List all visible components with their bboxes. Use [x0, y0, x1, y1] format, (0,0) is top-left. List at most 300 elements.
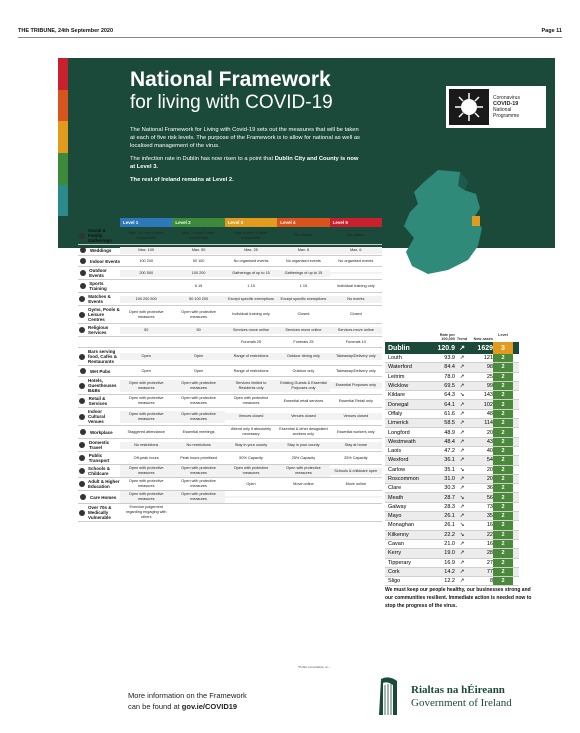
- ireland-map-icon: [398, 168, 498, 278]
- category-icon: [78, 454, 87, 462]
- intro-paragraph-3: The rest of Ireland remains at Level 2.: [130, 177, 234, 183]
- table-cell-county: Longford: [388, 429, 410, 436]
- intro-paragraph-2: The infection rate in Dublin has now risen to a point that Dublin City and County is now at Level 3.: [130, 156, 359, 170]
- grid-cell: Max. 100: [120, 247, 172, 254]
- covid-programme-badge: [446, 86, 546, 128]
- table-row: [385, 438, 519, 447]
- level-headers: [120, 218, 382, 227]
- table-cell-cases: 22: [486, 531, 493, 538]
- grid-cell: Services move online: [277, 327, 329, 334]
- grid-cell: Open: [172, 353, 224, 360]
- category-icon: [78, 509, 86, 517]
- table-cell-cases: 114: [484, 420, 493, 427]
- level-header-5: Level 5: [330, 218, 382, 227]
- table-row: [385, 373, 519, 382]
- grid-cell: Services move online: [225, 327, 277, 334]
- table-cell-trend: ↗: [459, 420, 465, 427]
- table-cell-trend: ↗: [459, 401, 465, 408]
- table-cell-county: Kildare: [388, 392, 406, 399]
- grid-cell: Funerals 25: [240, 339, 262, 344]
- category-icon: [78, 367, 88, 375]
- grid-cell: Exercise judgement regarding engaging with others: [125, 505, 167, 519]
- table-cell-county: Westmeath: [388, 438, 416, 445]
- table-cell-level: 2: [493, 447, 513, 455]
- table-cell-trend: ↘: [459, 531, 465, 538]
- grid-cell: Peak hours prioritised: [180, 455, 217, 460]
- table-cell-county: Donegal: [388, 401, 409, 408]
- grid-cell: [172, 341, 224, 343]
- grid-cell: 50 100 200: [172, 296, 224, 303]
- table-cell-rate: 26.1: [444, 522, 455, 529]
- grid-cell: Open with protective measures: [120, 491, 172, 503]
- level-header-1: Level 1: [120, 218, 172, 227]
- grid-cell: Max. 6: [277, 247, 329, 254]
- grid-row: [78, 256, 382, 267]
- category-icon: [78, 246, 88, 254]
- grid-cell: No organised events: [286, 258, 321, 263]
- grid-cell: Max. 25: [225, 247, 277, 254]
- table-cell-trend: ↗: [459, 541, 465, 548]
- table-cell-county: Mayo: [388, 513, 402, 520]
- grid-row: [78, 293, 382, 306]
- grid-cell: Max. 10 from 3 other households: [128, 230, 164, 240]
- grid-cell: Essential retail services: [283, 398, 324, 403]
- table-cell-county: Monaghan: [388, 522, 414, 529]
- grid-cell: Essential & other designated workers only: [279, 427, 328, 436]
- grid-cell: Venues closed: [277, 413, 329, 420]
- grid-cell: 1 15: [247, 283, 255, 288]
- table-row: [385, 484, 519, 493]
- gov-name-irish: Rialtas na hÉireann: [411, 684, 505, 696]
- grid-cell: Attend only if absolutely necessary: [230, 427, 272, 436]
- grid-row: [78, 478, 382, 491]
- table-cell-level: 2: [493, 419, 513, 427]
- grid-cell: Range of restrictions: [225, 353, 277, 360]
- virus-icon: [449, 89, 489, 125]
- table-cell-rate: 28.7: [444, 494, 455, 501]
- grid-cell: [225, 496, 277, 498]
- table-header: Rate per 100,000 Trend New cases Level: [439, 332, 508, 341]
- grid-cell: No organised events: [233, 258, 269, 263]
- table-cell-cases: 16: [486, 541, 493, 548]
- table-cell-rate: 19.0: [444, 550, 455, 557]
- grid-row-label: [78, 337, 120, 347]
- grid-cell: [172, 512, 224, 514]
- table-cell-rate: 93.9: [444, 355, 455, 362]
- grid-cell: Open: [193, 368, 204, 373]
- grid-row: [78, 366, 382, 377]
- table-cell-county: Roscommon: [388, 476, 419, 482]
- grid-cell: No restrictions: [172, 442, 224, 449]
- government-logo: [375, 675, 512, 719]
- grid-cell: Takeaway/Delivery only: [335, 368, 376, 373]
- table-cell-rate: 31.0: [444, 476, 455, 482]
- table-cell-rate: 14.2: [444, 568, 455, 575]
- table-cell-trend: ↗: [459, 568, 465, 575]
- grid-row: [78, 245, 382, 256]
- intro-text: [130, 126, 362, 189]
- grid-cell: Except specific exemptions: [277, 296, 329, 303]
- grid-row: [78, 306, 382, 324]
- advertisement: [58, 58, 555, 713]
- table-row: [385, 559, 519, 568]
- grid-row: [78, 280, 382, 293]
- table-cell-county: Leitrim: [388, 373, 405, 380]
- category-icon: [78, 326, 86, 334]
- grid-row-label: Hotels, Guesthouses B&Bs: [78, 377, 120, 394]
- grid-cell: Open with protective measures: [181, 479, 216, 488]
- category-icon: [78, 493, 88, 501]
- grid-cell: Open with protective measures: [172, 465, 224, 477]
- table-cell-level: 2: [493, 400, 513, 408]
- table-cell-level: 2: [493, 391, 513, 399]
- grid-cell: Existing Guests & Essential Purposes only: [277, 380, 329, 392]
- grid-cell: 25% Capacity: [291, 455, 316, 460]
- table-cell-cases: 98: [486, 364, 493, 371]
- table-row-dublin: Dublin 120.9 ↗ 1629 3: [385, 342, 519, 354]
- grid-row-label: Bars serving food, Cafés & Restaurants: [78, 348, 120, 365]
- table-cell-trend: ↗: [459, 476, 465, 482]
- category-icon: [78, 353, 86, 361]
- table-cell-county: Carlow: [388, 466, 406, 473]
- grid-row-label: Sports Training: [78, 280, 120, 292]
- grid-row: [78, 324, 382, 337]
- footnote: *Public consultation on...: [298, 665, 331, 669]
- grid-cell: Stay at home: [330, 442, 382, 449]
- table-cell-rate: 69.5: [444, 383, 455, 390]
- table-cell-county: Clare: [388, 485, 402, 492]
- table-cell-level: 2: [493, 540, 513, 548]
- grid-cell: Open with protective measures: [181, 309, 216, 319]
- grid-row-label: Adult & Higher Education: [78, 478, 120, 490]
- grid-row: [78, 267, 382, 280]
- table-cell-trend: ↘: [459, 466, 465, 473]
- county-rates-table: [385, 328, 519, 586]
- table-cell-trend: ↘: [459, 392, 465, 399]
- grid-row: [78, 227, 382, 245]
- grid-row: [78, 337, 382, 348]
- grid-cell: Stay in your county: [225, 442, 277, 449]
- grid-row-label: Domestic Travel: [78, 439, 120, 451]
- grid-cell: Range of restrictions: [233, 368, 269, 373]
- table-cell-cases: 77: [486, 568, 493, 575]
- table-row: [385, 531, 519, 540]
- table-cell-county: Meath: [388, 494, 404, 501]
- table-cell-level: 2: [493, 512, 513, 520]
- grid-cell: [330, 512, 382, 514]
- category-icon: [78, 397, 87, 405]
- grid-row-label: Outdoor Events: [78, 267, 120, 279]
- table-cell-level: 2: [493, 428, 513, 436]
- grid-cell: Services move online: [330, 327, 382, 334]
- message-text: We must keep our people healthy, our businesses strong and our communities resilient. Immediate action is needed now to stop the progress of the virus.: [385, 587, 532, 609]
- grid-cell: [277, 496, 329, 498]
- grid-cell: Open with protective measures: [128, 479, 164, 488]
- table-cell-county: Cavan: [388, 541, 404, 548]
- grid-cell: No restrictions: [120, 442, 172, 449]
- grid-cell: Move online: [293, 481, 314, 486]
- grid-cell: 50: [172, 327, 224, 334]
- grid-row: [78, 465, 382, 478]
- table-cell-county: Tipperary: [388, 559, 412, 566]
- table-cell-cases: 20: [486, 429, 493, 436]
- level-color-stripes: [58, 58, 68, 248]
- table-row: [385, 521, 519, 530]
- grid-cell: Essential meetings: [182, 429, 215, 434]
- table-row: [385, 382, 519, 391]
- category-icon: [78, 295, 86, 303]
- table-cell-cases: 16: [486, 522, 493, 529]
- restrictions-grid: [78, 218, 382, 522]
- table-cell-cases: 143: [483, 392, 493, 399]
- grid-cell: 25% Capacity: [344, 455, 368, 460]
- grid-cell: Schools & childcare open: [330, 468, 382, 475]
- grid-cell: [120, 341, 172, 343]
- table-cell-level: 2: [493, 456, 513, 464]
- grid-row: [78, 395, 382, 408]
- grid-cell: Open with protective measures: [277, 465, 329, 477]
- table-cell-rate: 21.0: [444, 541, 455, 548]
- stripe-3: [58, 153, 68, 185]
- table-cell-cases: 8: [489, 578, 493, 585]
- table-cell-cases: 25: [486, 373, 493, 380]
- grid-cell: Funerals 25: [293, 339, 314, 344]
- harp-icon: [375, 675, 403, 719]
- grid-cell: [330, 272, 382, 274]
- category-icon: [78, 382, 86, 390]
- table-cell-cases: 56: [486, 494, 493, 501]
- grid-cell: Open with protective measures: [233, 396, 269, 405]
- table-cell-rate: 61.6: [444, 410, 455, 417]
- grid-cell: 6 15: [194, 283, 203, 288]
- grid-cell: Open with protective measures: [120, 380, 172, 392]
- table-cell-trend: ↗: [459, 457, 465, 464]
- grid-cell: Open with protective measures: [172, 380, 224, 392]
- grid-cell: [277, 512, 329, 514]
- grid-cell: Gatherings of up to 15: [277, 270, 329, 277]
- grid-row-label: Schools & Childcare: [78, 465, 120, 477]
- grid-cell: Outdoor only: [292, 368, 315, 373]
- table-cell-cases: 102: [483, 401, 493, 408]
- grid-cell: Takeaway/Delivery only: [330, 353, 382, 360]
- table-cell-level: 2: [493, 438, 513, 446]
- grid-cell: Open with protective measures: [128, 396, 164, 405]
- grid-cell: 50: [120, 327, 172, 334]
- table-cell-rate: 48.4: [444, 438, 455, 445]
- table-cell-cases: 36: [486, 485, 493, 492]
- table-cell-county: Louth: [388, 355, 402, 362]
- table-row: [385, 512, 519, 521]
- newspaper-header: [18, 28, 562, 38]
- grid-cell: Services limited to Residents only: [225, 380, 277, 392]
- table-cell-trend: ↗: [459, 364, 465, 371]
- table-row: [385, 447, 519, 456]
- stripe-2: [58, 121, 68, 153]
- table-row: [385, 400, 519, 409]
- grid-cell: 1 15: [299, 283, 308, 288]
- category-icon: [78, 413, 86, 421]
- grid-cell: Individual training only: [337, 283, 375, 288]
- grid-row: [78, 377, 382, 395]
- table-cell-trend: ↗: [459, 559, 465, 566]
- table-row: [385, 428, 519, 437]
- grid-cell: No events: [330, 296, 382, 303]
- table-cell-county: Galway: [388, 503, 407, 510]
- grid-cell: Open with protective measures: [120, 465, 172, 477]
- grid-cell: Venues closed: [330, 413, 382, 420]
- stripe-1: [58, 90, 68, 122]
- table-row: [385, 568, 519, 577]
- table-cell-level: 2: [493, 493, 513, 501]
- table-cell-level: 2: [493, 354, 513, 362]
- grid-cell: Open with protective measures: [120, 411, 172, 423]
- grid-cell: Open: [141, 368, 151, 373]
- table-cell-level: 2: [493, 521, 513, 529]
- category-icon: [78, 480, 86, 488]
- table-cell-trend: ↘: [459, 522, 465, 529]
- table-cell-rate: 64.3: [444, 392, 455, 399]
- grid-row: [78, 408, 382, 426]
- stripe-4: [58, 185, 68, 217]
- grid-row: [78, 491, 382, 504]
- table-row: [385, 466, 519, 475]
- table-row: [385, 549, 519, 558]
- grid-cell: 100 200 500: [120, 296, 172, 303]
- table-row: [385, 391, 519, 400]
- grid-cell: [120, 285, 172, 287]
- table-cell-rate: 30.3: [444, 485, 455, 492]
- table-row: [385, 363, 519, 372]
- grid-cell: Max. 6 from 3 other households: [182, 230, 216, 240]
- table-cell-county: Kerry: [388, 550, 402, 557]
- level-header-4: Level 4: [277, 218, 329, 227]
- badge-text: Coronavirus COVID-19 National Programme: [493, 95, 520, 119]
- table-cell-rate: 35.1: [444, 466, 455, 473]
- newspaper-date: THE TRIBUNE, 24th September 2020: [18, 28, 114, 34]
- more-info: More information on the Framework can be found at gov.ie/COVID19: [128, 691, 247, 711]
- table-cell-trend: ↗: [459, 485, 465, 492]
- table-cell-rate: 64.1: [444, 401, 455, 408]
- grid-cell: 50% Capacity: [239, 455, 263, 460]
- table-cell-cases: 48: [486, 410, 493, 417]
- grid-cell: Off-peak hours: [133, 455, 159, 460]
- grid-cell: Closed: [349, 312, 362, 316]
- grid-cell: Open with protective measures: [172, 411, 224, 423]
- table-cell-county: Limerick: [388, 420, 409, 427]
- table-cell-trend: ↗: [459, 503, 465, 510]
- grid-cell: Essential Retail only: [338, 398, 373, 403]
- table-cell-cases: 20: [486, 476, 493, 482]
- grid-cell: Individual training only: [232, 312, 270, 316]
- table-cell-rate: 26.1: [444, 513, 455, 520]
- grid-cell: Move online: [345, 481, 367, 486]
- grid-cell: Venues closed: [225, 413, 277, 420]
- table-cell-county: Cork: [388, 568, 400, 575]
- grid-cell: Max. 6: [330, 247, 382, 254]
- category-icon: [78, 467, 86, 475]
- grid-cell: 200 500: [120, 270, 172, 277]
- table-cell-cases: 28: [486, 550, 493, 557]
- table-cell-level: 2: [493, 484, 513, 492]
- level-header-3: Level 3: [225, 218, 277, 227]
- grid-row-label: Care Homes: [78, 492, 120, 502]
- table-row: [385, 475, 519, 484]
- grid-cell: Gatherings of up to 15: [225, 270, 277, 277]
- table-cell-rate: 28.3: [444, 503, 455, 510]
- table-cell-cases: 40: [486, 448, 493, 455]
- table-cell-county: Wexford: [388, 457, 409, 464]
- title-line-1: National Framework: [130, 68, 331, 91]
- grid-cell: Open with protective measures: [128, 309, 164, 319]
- grid-row: [78, 348, 382, 366]
- grid-cell: Closed: [297, 312, 310, 316]
- table-cell-county: Sligo: [388, 578, 401, 585]
- table-cell-cases: 27: [486, 559, 493, 566]
- table-cell-trend: ↗: [459, 410, 465, 417]
- grid-cell: Open with protective measures: [172, 491, 224, 503]
- grid-cell: Funerals 10: [345, 339, 366, 344]
- table-row: [385, 493, 519, 502]
- table-cell-rate: 78.0: [444, 373, 455, 380]
- grid-row: [78, 426, 382, 439]
- table-cell-trend: ↗: [459, 550, 465, 557]
- table-cell-level: 2: [493, 363, 513, 371]
- table-cell-county: Offaly: [388, 410, 403, 417]
- grid-cell: 50 100: [192, 258, 205, 263]
- grid-cell: 100 200: [139, 258, 154, 263]
- grid-cell: Max. 6 from 1 other household: [234, 230, 268, 240]
- table-cell-trend: ↗: [459, 373, 465, 380]
- grid-row-label: Workplace: [78, 427, 120, 437]
- title-line-2: for living with COVID-19: [130, 92, 333, 113]
- category-icon: [78, 441, 87, 449]
- table-cell-level: 2: [493, 466, 513, 474]
- level-header-2: Level 2: [172, 218, 224, 227]
- category-icon: [78, 338, 88, 346]
- grid-row: [78, 439, 382, 452]
- table-cell-cases: 20: [486, 466, 493, 473]
- grid-cell: [330, 496, 382, 498]
- grid-cell: Except specific exemptions: [225, 296, 277, 303]
- table-cell-level: 2: [493, 503, 513, 511]
- grid-row-label: Public Transport: [78, 452, 120, 464]
- table-cell-cases: 43: [486, 438, 493, 445]
- table-cell-county: Laois: [388, 448, 402, 455]
- grid-row-label: Social & Family Gatherings: [78, 227, 120, 244]
- table-cell-rate: 36.1: [444, 457, 455, 464]
- category-icon: [78, 428, 88, 436]
- table-cell-rate: 58.5: [444, 420, 455, 427]
- table-row: [385, 540, 519, 549]
- gov-link[interactable]: gov.ie/COVID19: [181, 702, 238, 711]
- table-cell-cases: 54: [486, 457, 493, 464]
- table-cell-trend: ↗: [459, 448, 465, 455]
- grid-row-label: Wet Pubs: [78, 366, 120, 376]
- grid-row-label: Over 70s & Medically Vulnerable: [78, 504, 120, 521]
- table-cell-cases: 73: [486, 503, 493, 510]
- table-cell-cases: 121: [483, 355, 493, 362]
- grid-cell: Open with protective measures: [181, 396, 216, 405]
- table-cell-level: 2: [493, 382, 513, 390]
- grid-row-label: Weddings: [78, 245, 120, 255]
- table-cell-county: Wicklow: [388, 383, 409, 390]
- table-cell-trend: ↗: [459, 578, 465, 585]
- grid-row-label: Retail & Services: [78, 395, 120, 407]
- table-cell-county: Waterford: [388, 364, 412, 371]
- page-number: Page 11: [541, 28, 562, 34]
- grid-cell: Open: [246, 481, 256, 486]
- stripe-5: [58, 216, 68, 248]
